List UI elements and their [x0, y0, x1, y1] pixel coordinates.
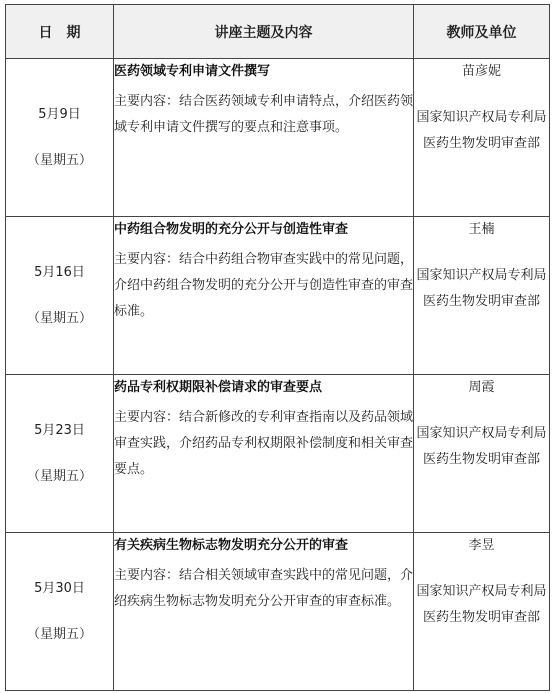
date-cell: [6, 217, 114, 375]
teacher-name: 王楠: [468, 222, 495, 237]
teacher-cell: [414, 375, 550, 533]
lecture-description: 主要内容：结合中药组合物审查实践中的常见问题，介绍中药组合物发明的充分公开与创造性审查的审查标准。: [114, 252, 414, 319]
date-text: 5月9日: [38, 106, 81, 122]
lecture-title: 有关疾病生物标志物发明充分公开的审查: [114, 538, 349, 553]
topic-cell: [114, 59, 414, 217]
topic-cell: [114, 375, 414, 533]
lecture-description: 主要内容：结合新修改的专利审查指南以及药品领域审查实践，介绍药品专利权期限补偿制度和相关审查要点。: [114, 410, 414, 477]
table-row: [6, 375, 550, 533]
teacher-name: 苗彦妮: [461, 64, 501, 79]
teacher-unit: 国家知识产权局专利局医药生物发明审查部: [416, 584, 547, 625]
topic-cell: [114, 217, 414, 375]
teacher-unit: 国家知识产权局专利局医药生物发明审查部: [416, 426, 547, 467]
table-header-row: [6, 5, 550, 59]
weekday-text: （星期五）: [26, 468, 92, 484]
lecture-title: 中药组合物发明的充分公开与创造性审查: [114, 222, 349, 237]
teacher-cell: [414, 59, 550, 217]
weekday-text: （星期五）: [26, 626, 92, 642]
date-text: 5月16日: [34, 264, 85, 280]
teacher-cell: [414, 217, 550, 375]
weekday-text: （星期五）: [26, 152, 92, 168]
teacher-name: 周霞: [468, 380, 495, 395]
table-row: [6, 533, 550, 691]
teacher-unit: 国家知识产权局专利局医药生物发明审查部: [416, 268, 547, 309]
lecture-description: 主要内容：结合医药领域专利申请特点，介绍医药领域专利申请文件撰写的要点和注意事项。: [114, 94, 414, 135]
weekday-text: （星期五）: [26, 310, 92, 326]
date-cell: [6, 59, 114, 217]
topic-cell: [114, 533, 414, 691]
lecture-schedule-table: [5, 4, 550, 691]
date-cell: [6, 375, 114, 533]
table-row: [6, 217, 550, 375]
header-date: 日 期: [6, 5, 114, 59]
date-cell: [6, 533, 114, 691]
lecture-description: 主要内容：结合相关领域审查实践中的常见问题，介绍疾病生物标志物发明充分公开审查的审查标准。: [114, 568, 414, 609]
header-topic: 讲座主题及内容: [114, 5, 414, 59]
lecture-title: 药品专利权期限补偿请求的审查要点: [114, 380, 323, 395]
date-text: 5月23日: [34, 422, 85, 438]
lecture-title: 医药领域专利申请文件撰写: [114, 64, 271, 79]
teacher-unit: 国家知识产权局专利局医药生物发明审查部: [416, 110, 547, 151]
date-text: 5月30日: [34, 580, 85, 596]
table-row: [6, 59, 550, 217]
header-teacher: 教师及单位: [414, 5, 550, 59]
teacher-name: 李昱: [468, 538, 495, 553]
teacher-cell: [414, 533, 550, 691]
